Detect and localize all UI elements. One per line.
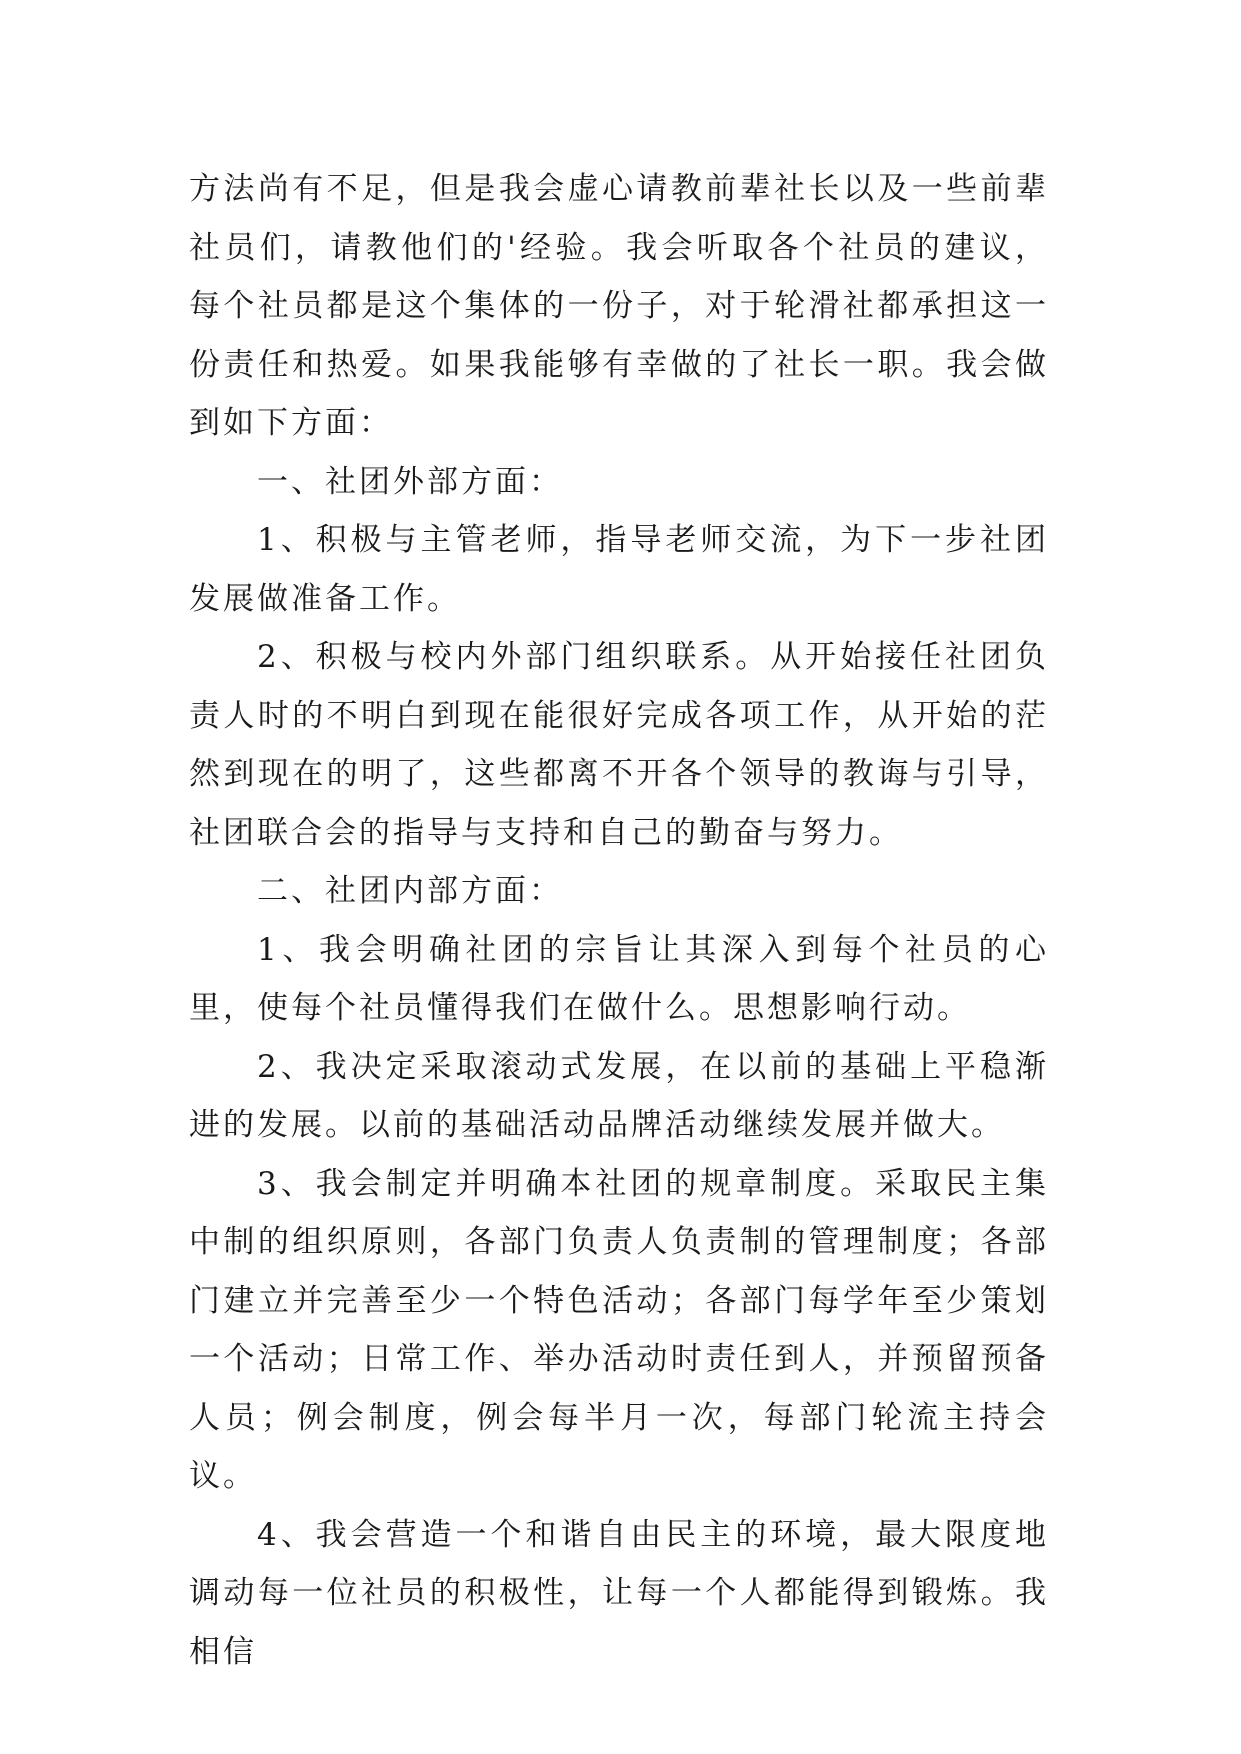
heading-external-aspects: 一、社团外部方面： xyxy=(257,463,563,500)
document-body xyxy=(189,160,1049,1681)
paragraph-internal-4: 4、我会营造一个和谐自由民主的环境，最大限度地调动每一位社员的积极性，让每一个人都能得到锻炼。我相信 xyxy=(189,1516,1049,1670)
paragraph-external-2: 2、积极与校内外部门组织联系。从开始接任社团负责人时的不明白到现在能很好完成各项工作，从开始的茫然到现在的明了，这些都离不开各个领导的教诲与引导，社团联合会的指导与支持和自己的勤奋与努力。 xyxy=(189,639,1049,851)
paragraph-internal-2: 2、我决定采取滚动式发展，在以前的基础上平稳渐进的发展。以前的基础活动品牌活动继续发展并做大。 xyxy=(189,1048,1049,1143)
paragraph-external-1: 1、积极与主管老师，指导老师交流，为下一步社团发展做准备工作。 xyxy=(189,522,1049,617)
paragraph-internal-1: 1、我会明确社团的宗旨让其深入到每个社员的心里，使每个社员懂得我们在做什么。思想影响行动。 xyxy=(189,931,1049,1026)
heading-internal-aspects: 二、社团内部方面： xyxy=(257,873,563,909)
paragraph-intro-continuation: 方法尚有不足，但是我会虚心请教前辈社长以及一些前辈社员们，请教他们的'经验。我会听取各个社员的建议，每个社员都是这个集体的一份子，对于轮滑社都承担这一份责任和热爱。如果我能够有幸做的了社长一职。我会做到如下方面： xyxy=(189,171,1049,441)
paragraph-internal-3: 3、我会制定并明确本社团的规章制度。采取民主集中制的组织原则，各部门负责人负责制的管理制度；各部门建立并完善至少一个特色活动；各部门每学年至少策划一个活动；日常工作、举办活动时责任到人，并预留预备人员；例会制度，例会每半月一次，每部门轮流主持会议。 xyxy=(189,1165,1049,1494)
